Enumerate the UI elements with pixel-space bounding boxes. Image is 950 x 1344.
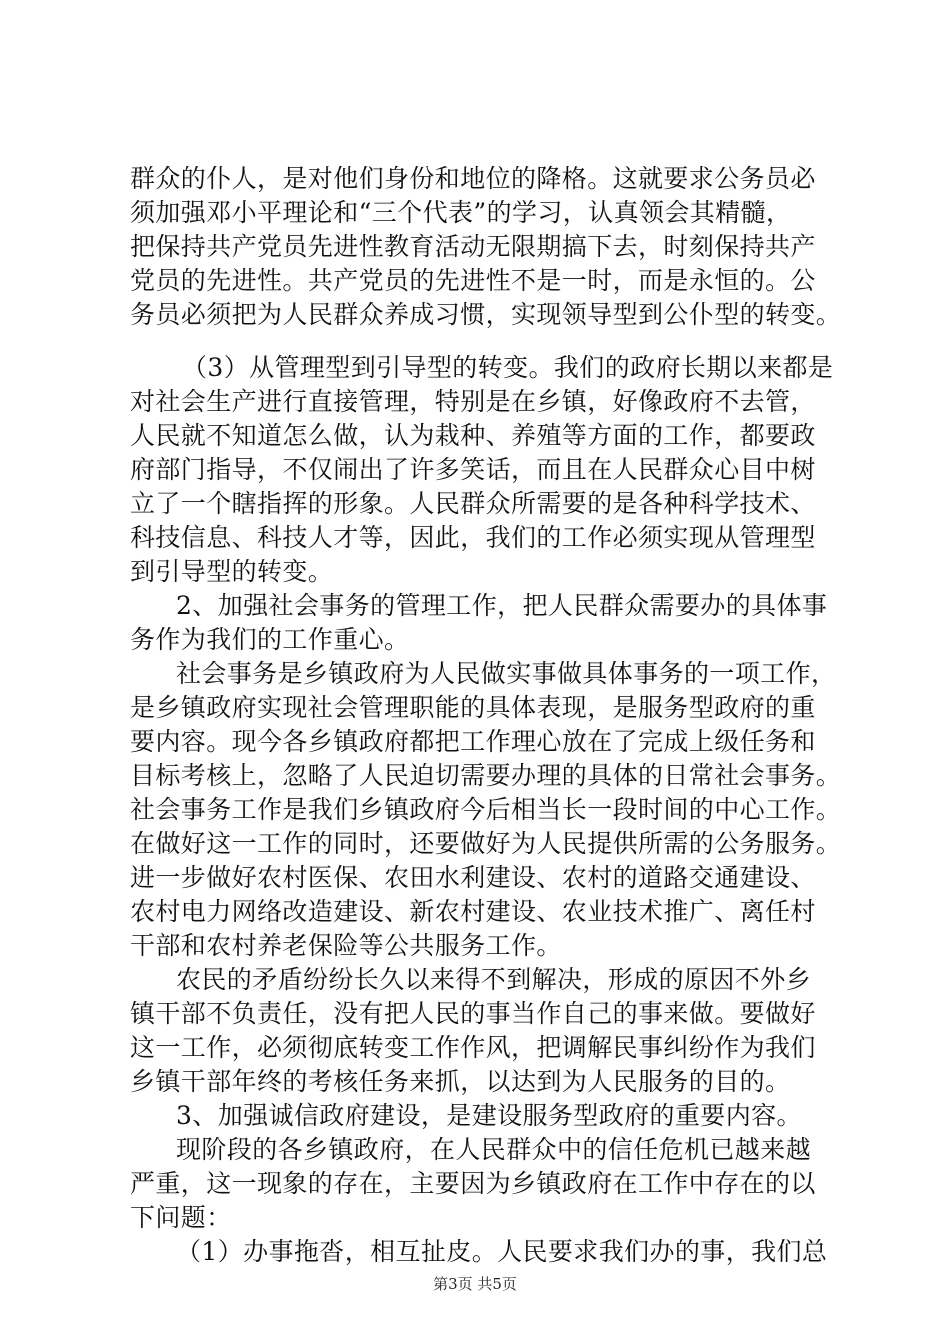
page-footer: 第3页 共5页: [433, 1275, 517, 1293]
text-line: 下问题：: [130, 1203, 232, 1232]
text-line: 乡镇干部年终的考核任务来抓，以达到为人民服务的目的。: [130, 1067, 791, 1096]
text-line: 社会事务是乡镇政府为人民做实事做具体事务的一项工作，: [176, 659, 837, 688]
text-line: 农村电力网络改造建设、新农村建设、农业技术推广、离任村: [130, 897, 816, 926]
text-line: 进一步做好农村医保、农田水利建设、农村的道路交通建设、: [130, 863, 816, 892]
text-line: 立了一个瞎指挥的形象。人民群众所需要的是各种科学技术、: [130, 489, 816, 518]
text-line: （1）办事拖沓，相互扯皮。人民要求我们办的事，我们总: [176, 1237, 828, 1266]
text-line: 科技信息、科技人才等，因此，我们的工作必须实现从管理型: [130, 523, 816, 552]
text-line: 到引导型的转变。: [130, 557, 334, 586]
text-line: 把保持共产党员先进性教育活动无限期搞下去，时刻保持共产: [130, 232, 816, 261]
text-line: 是乡镇政府实现社会管理职能的具体表现，是服务型政府的重: [130, 693, 816, 722]
text-line: 这一工作，必须彻底转变工作作风，把调解民事纠纷作为我们: [130, 1033, 816, 1062]
text-line: 群众的仆人，是对他们身份和地位的降格。这就要求公务员必: [130, 164, 816, 193]
text-line: 对社会生产进行直接管理，特别是在乡镇，好像政府不去管，: [130, 387, 816, 416]
text-line: 务作为我们的工作重心。: [130, 625, 410, 654]
text-line: 镇干部不负责任，没有把人民的事当作自己的事来做。要做好: [130, 999, 816, 1028]
text-line: 2、加强社会事务的管理工作，把人民群众需要办的具体事: [176, 591, 828, 620]
text-line: 3、加强诚信政府建设，是建设服务型政府的重要内容。: [176, 1101, 802, 1130]
text-line: 在做好这一工作的同时，还要做好为人民提供所需的公务服务。: [130, 829, 842, 858]
text-line: 干部和农村养老保险等公共服务工作。: [130, 931, 562, 960]
text-line: 府部门指导，不仅闹出了许多笑话，而且在人民群众心目中树: [130, 455, 816, 484]
text-line: 务员必须把为人民群众养成习惯，实现领导型到公仆型的转变。: [130, 300, 842, 329]
text-line: 要内容。现今各乡镇政府都把工作理心放在了完成上级任务和: [130, 727, 816, 756]
text-line: 农民的矛盾纷纷长久以来得不到解决，形成的原因不外乡: [176, 965, 812, 994]
text-line: 人民就不知道怎么做，认为栽种、养殖等方面的工作，都要政: [130, 421, 816, 450]
text-line: 须加强邓小平理论和“三个代表”的学习，认真领会其精髓，: [130, 198, 792, 227]
text-line: 社会事务工作是我们乡镇政府今后相当长一段时间的中心工作。: [130, 795, 842, 824]
text-line: 党员的先进性。共产党员的先进性不是一时，而是永恒的。公: [130, 266, 816, 295]
text-line: 目标考核上，忽略了人民迫切需要办理的具体的日常社会事务。: [130, 761, 842, 790]
text-line: （3）从管理型到引导型的转变。我们的政府长期以来都是: [182, 353, 834, 382]
text-line: 现阶段的各乡镇政府，在人民群众中的信任危机已越来越: [176, 1135, 812, 1164]
text-line: 严重，这一现象的存在，主要因为乡镇政府在工作中存在的以: [130, 1169, 816, 1198]
